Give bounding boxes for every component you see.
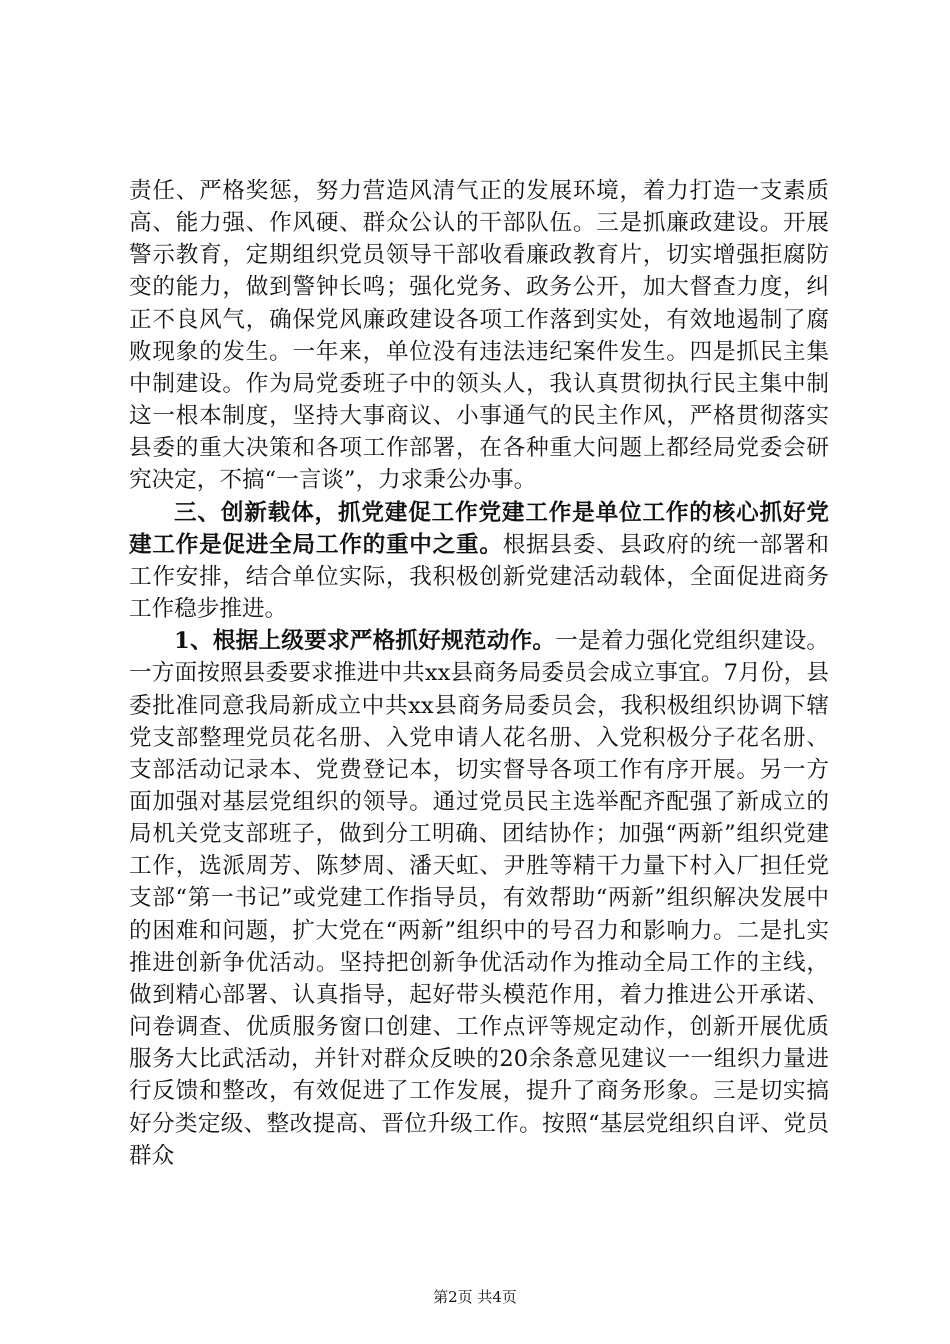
paragraph-3 bbox=[129, 625, 829, 1172]
paragraph-1 bbox=[129, 175, 829, 497]
paragraph-2-text: 根据县委、县政府的统一部署和工作安排，结合单位实际，我积极创新党建活动载体，全面促进商务工作稳步推进。 bbox=[129, 531, 830, 623]
paragraph-2 bbox=[129, 497, 829, 626]
page-number-label: 第2页 共4页 bbox=[433, 1288, 517, 1306]
paragraph-1-text: 责任、严格奖惩，努力营造风清气正的发展环境，着力打造一支素质高、能力强、作风硬、群众公认的干部队伍。三是抓廉政建设。开展警示教育，定期组织党员领导干部收看廉政教育片，切实增强拒腐防变的能力，做到警钟长鸣；强化党务、政务公开，加大督查力度，纠正不良风气，确保党风廉政建设各项工作落到实处，有效地遏制了腐败现象的发生。一年来，单位没有违法违纪案件发生。四是抓民主集中制建设。作为局党委班子中的领头人，我认真贯彻执行民主集中制这一根本制度，坚持大事商议、小事通气的民主作风，严格贯彻落实县委的重大决策和各项工作部署，在各种重大问题上都经局党委会研究决定，不搞“一言谈”，力求秉公办事。 bbox=[129, 178, 829, 494]
section-heading-3: 三、创新载体，抓党建促工作党建工作是单位工作的核心抓好党建工作是促进全局工作的重中之重。 bbox=[129, 499, 829, 558]
subsection-heading-1: 1、根据上级要求严格抓好规范动作。 bbox=[174, 628, 556, 655]
paragraph-3-text: 一是着力强化党组织建设。一方面按照县委要求推进中共xx县商务局委员会成立事宜。7月份，县委批准同意我局新成立中共xx县商务局委员会，我积极组织协调下辖党支部整理党员花名册、入党申请人花名册、入党积极分子花名册、支部活动记录本、党费登记本，切实督导各项工作有序开展。另一方面加强对基层党组织的领导。通过党员民主选举配齐配强了新成立的局机关党支部班子，做到分工明确、团结协作；加强“两新”组织党建工作，选派周芳、陈梦周、潘天虹、尹胜等精干力量下村入厂担任党支部“第一书记”或党建工作指导员，有效帮助“两新”组织解决发展中的困难和问题，扩大党在“两新”组织中的号召力和影响力。二是扎实推进创新争优活动。坚持把创新争优活动作为推动全局工作的主线，做到精心部署、认真指导，起好带头模范作用，着力推进公开承诺、问卷调查、优质服务窗口创建、工作点评等规定动作，创新开展优质服务大比武活动，并针对群众反映的20余条意见建议一一组织力量进行反馈和整改，有效促进了工作发展，提升了商务形象。三是切实搞好分类定级、整改提高、晋位升级工作。按照“基层党组织自评、党员群众 bbox=[129, 628, 829, 1169]
body-text bbox=[129, 175, 829, 1172]
page-footer bbox=[0, 1287, 950, 1307]
